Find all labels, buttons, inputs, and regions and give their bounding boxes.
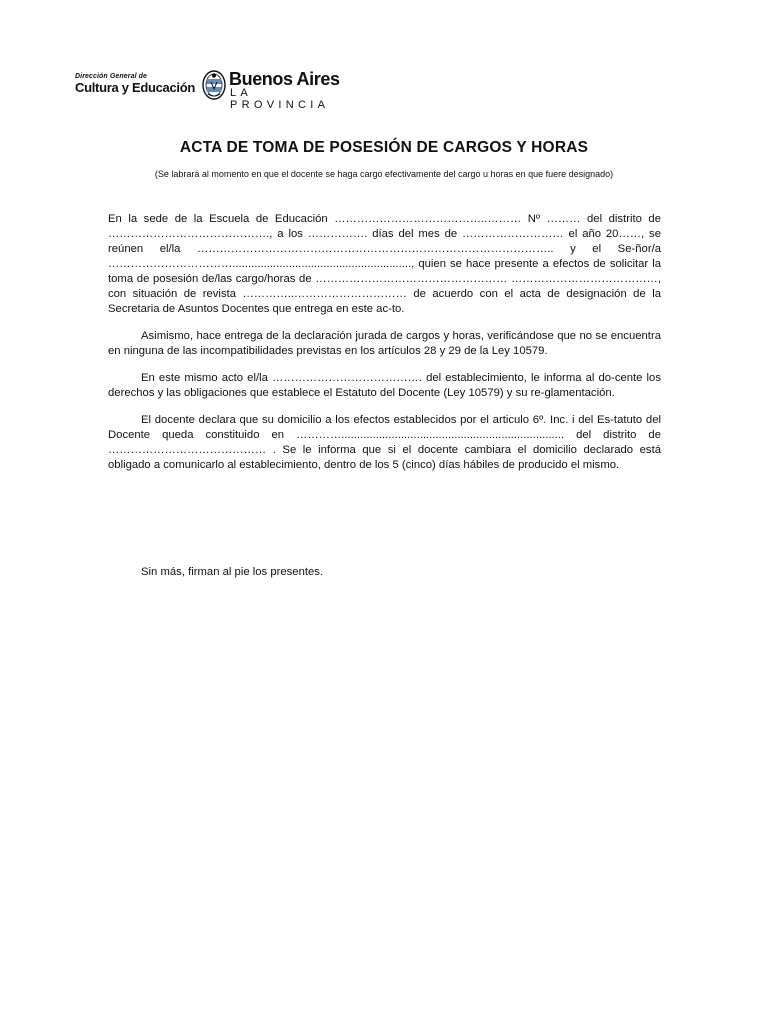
document-title: ACTA DE TOMA DE POSESIÓN DE CARGOS Y HORAS <box>179 139 589 156</box>
closing-statement: Sin más, firman al pie los presentes. <box>141 566 324 578</box>
paragraph-domicilio: El docente declara que su domicilio a los efectos establecidos por el articulo 6º. Inc. i del Es-tatuto del Docente queda constituido en …………....................................................................... del distrito de …………………………………… . Se le informa que si el docente cambiara el domicilio declarado está obligado a comunicarlo al establecimiento, dentro de los 5 (cinco) días hábiles de producido el mismo. <box>108 414 661 471</box>
paragraph-declaracion-jurada: Asimismo, hace entrega de la declaración jurada de cargos y horas, verificándose que no se encuentra en ninguna de las incompatibilidades previstas en los artículos 28 y 29 de la Ley 10579. <box>108 330 661 357</box>
cultura-educacion-logo-text: Cultura y Educación <box>75 80 195 95</box>
document-body <box>108 212 661 485</box>
buenos-aires-logo-title: Buenos Aires <box>229 69 340 89</box>
paragraph-derechos-obligaciones: En este mismo acto el/la …………………………………. del establecimiento, le informa al do-cente los derechos y las obligaciones que establece el Estatuto del Docente (Ley 10579) y su re-glamentación. <box>108 372 661 399</box>
letterhead <box>75 68 355 111</box>
paragraph-sede: En la sede de la Escuela de Educación …………………………………..……… Nº ……… del distrito de ……………………………………., a los ……………. días del mes de ……………………… el año 20……, se reúnen el/la ………………………………………………………………………………….. y el Se-ñor/a ……………………………........................................................., quien se hace presente a efectos de solicitar la toma de posesión de/las cargo/horas de …………………………………………… …………………………………, con situación de revista …………..………………………… de acuerdo con el acta de designación de la Secretaria de Asuntos Docentes que entrega en este ac-to. <box>108 213 661 315</box>
document-subtitle: (Se labrará al momento en que el docente se haga cargo efectivamente del cargo u horas en que fuere designado) <box>154 169 614 179</box>
la-provincia-logo-subtitle: LA PROVINCIA <box>230 87 330 111</box>
direccion-general-label: Dirección General de <box>75 73 148 80</box>
province-seal-icon <box>202 70 226 100</box>
